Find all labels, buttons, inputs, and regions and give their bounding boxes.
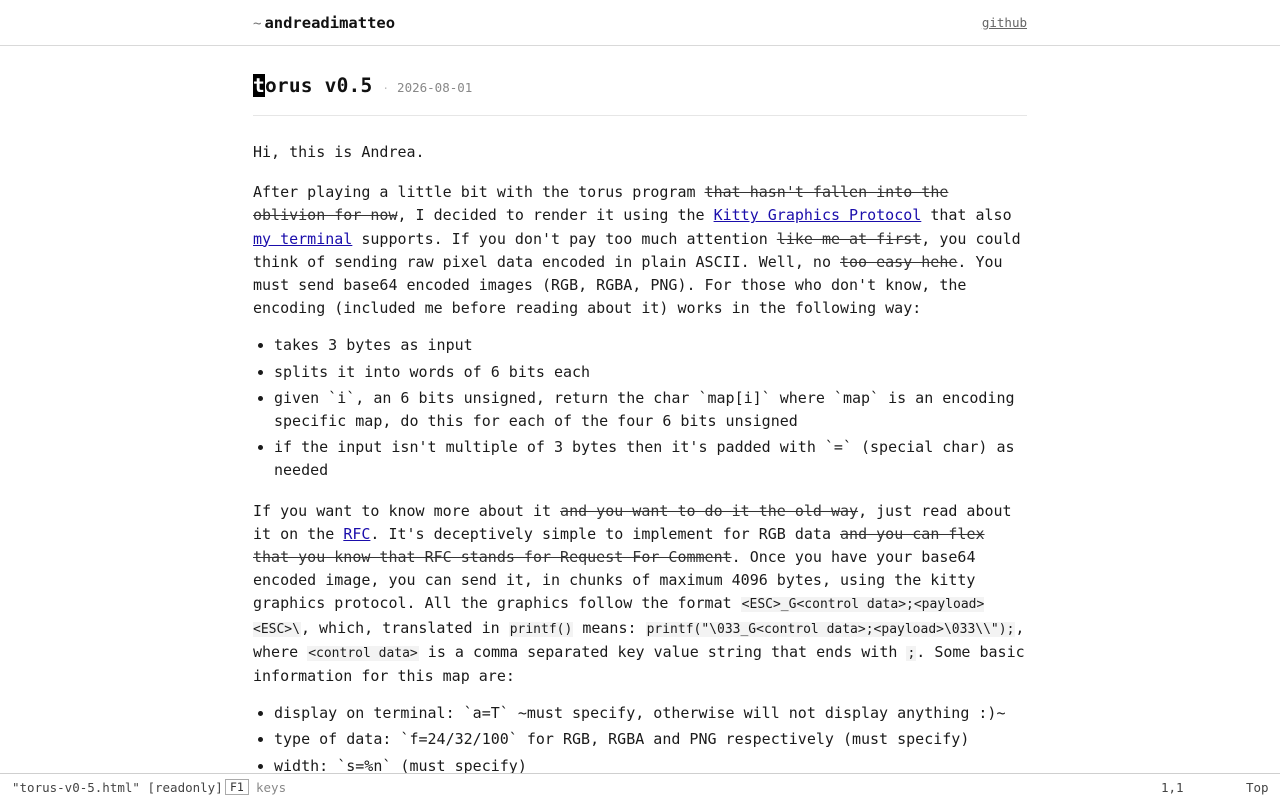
- post-body: [253, 141, 1027, 773]
- strikethrough-text: and you want to do it the old way: [560, 501, 859, 520]
- encoding-steps-list: [274, 334, 1027, 482]
- post-header: [253, 74, 1027, 116]
- text: , where: [253, 618, 1025, 661]
- strikethrough-text: too easy hehe: [840, 252, 958, 271]
- inline-code: ;: [907, 645, 916, 661]
- list-item: • type of data: `f=24/32/100` for RGB, RGBA and PNG respectively (must specify): [274, 728, 1027, 751]
- post-date: 2026-08-01: [397, 80, 473, 95]
- scroll-position: Top: [1246, 780, 1269, 795]
- list-item: • width: `s=%n` (must specify): [274, 755, 1027, 773]
- text: . It's deceptively simple to implement for RGB data: [370, 524, 841, 543]
- page-title-text: orus v0.5: [264, 74, 373, 97]
- keys-hint: keys: [256, 780, 287, 795]
- kitty-graphics-protocol-link[interactable]: Kitty Graphics Protocol: [713, 206, 922, 225]
- site-home-link[interactable]: [253, 14, 395, 32]
- paragraph-1: [253, 181, 1027, 320]
- list-item: • takes 3 bytes as input: [274, 334, 1027, 357]
- f1-key-badge[interactable]: F1: [225, 779, 249, 795]
- text: . You must send base64 encoded images (RGB, RGBA, PNG). For those who don't know, the encoding (included me before reading about it) works in the following way:: [253, 252, 1003, 318]
- inline-code: printf(): [509, 621, 573, 637]
- status-file-name: "torus-v0-5.html" [readonly]: [12, 780, 223, 795]
- text: . Some basic information for this map are:: [253, 642, 1025, 686]
- article: [253, 46, 1027, 773]
- paragraph-2: [253, 500, 1027, 689]
- list-item: • given `i`, an 6 bits unsigned, return the char `map[i]` where `map` is an encoding specific map, do this for each of the four 6 bits unsigned: [274, 387, 1027, 433]
- text: If you want to know more about it: [253, 501, 561, 520]
- text: that also: [921, 206, 1012, 225]
- list-item: • if the input isn't multiple of 3 bytes then it's padded with `=` (special char) as needed: [274, 436, 1027, 482]
- my-terminal-link[interactable]: my terminal: [253, 229, 353, 248]
- intro-paragraph: Hi, this is Andrea.: [253, 143, 425, 161]
- github-link[interactable]: github: [981, 15, 1027, 30]
- separator-dot: ·: [382, 82, 390, 95]
- text: , which, translated in: [300, 618, 509, 637]
- list-item: • display on terminal: `a=T` ~must specify, otherwise will not display anything :)~: [274, 702, 1027, 725]
- strikethrough-text: that hasn't fallen into the oblivion for now: [253, 183, 949, 225]
- inline-code: printf("\033_G<control data>;<payload>\033\\");: [646, 621, 1015, 637]
- site-header: [0, 0, 1280, 46]
- inline-code: <control data>: [308, 645, 418, 661]
- text: , you could think of sending raw pixel data encoded in plain ASCII. Well, no: [253, 229, 1021, 271]
- text-cursor: t: [253, 74, 265, 97]
- text: is a comma separated key value string that ends with: [418, 642, 907, 661]
- text: After playing a little bit with the torus program: [253, 183, 705, 202]
- text: , just read about it on the: [253, 501, 1012, 543]
- strikethrough-text: and you can flex that you know that RFC stands for Request For Comment: [253, 524, 985, 567]
- inline-code: <ESC>_G<control data>;<payload><ESC>\: [253, 597, 985, 637]
- page-title: [253, 74, 372, 97]
- cursor-position: 1,1: [1161, 780, 1184, 795]
- site-name: andreadimatteo: [264, 13, 396, 32]
- rfc-link[interactable]: RFC: [343, 524, 371, 543]
- text: , I decided to render it using the: [397, 206, 714, 225]
- strikethrough-text: like me at first: [776, 229, 922, 248]
- text: supports. If you don't pay too much attention: [352, 229, 777, 248]
- tilde-icon: ~: [253, 15, 262, 32]
- control-data-list: [274, 702, 1027, 773]
- text: means:: [573, 618, 646, 637]
- list-item: • splits it into words of 6 bits each: [274, 361, 1027, 384]
- status-line: [0, 773, 1280, 800]
- text: . Once you have your base64 encoded image, you can send it, in chunks of maximum 4096 bytes, using the kitty graphics protocol. All the graphics follow the format: [253, 548, 976, 613]
